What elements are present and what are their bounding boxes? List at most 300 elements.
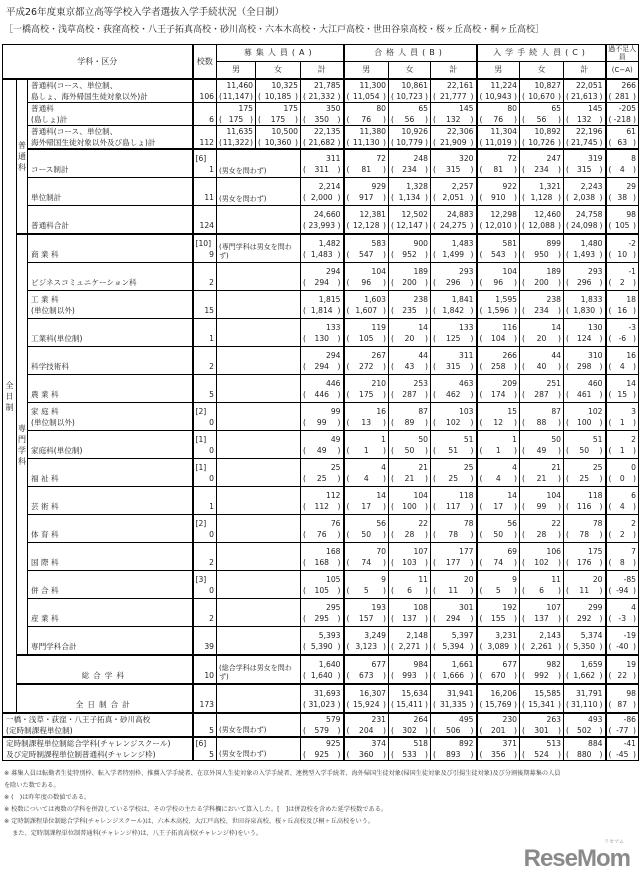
school-number: 15	[204, 305, 215, 315]
current-value: 2,243	[580, 181, 603, 191]
current-value: 310	[588, 350, 603, 360]
paren-close: )	[470, 192, 474, 202]
row-label	[28, 431, 193, 459]
value-lines	[478, 546, 520, 568]
current-value: 22	[551, 518, 562, 528]
school-number: 11	[204, 192, 215, 202]
row-label-line	[28, 434, 192, 445]
paren-close: )	[599, 670, 603, 680]
paren-open: (	[433, 641, 436, 651]
gender-note-cell	[217, 431, 301, 459]
previous-number: 15,769	[484, 699, 512, 709]
paren-close: )	[383, 641, 387, 651]
previous-value	[520, 613, 563, 624]
enrollment-table	[2, 44, 639, 761]
value-lines	[389, 574, 430, 596]
paren-open: (	[608, 249, 612, 259]
value-cell	[606, 149, 639, 178]
previous-value	[520, 137, 563, 148]
value-lines	[345, 659, 389, 681]
school-bracket	[194, 80, 217, 91]
paren-close: )	[633, 417, 637, 427]
current-value: 982	[546, 659, 562, 669]
value-cell	[301, 149, 344, 178]
previous-value	[478, 91, 520, 102]
previous-number: 10,943	[484, 92, 512, 101]
previous-number: 5,394	[442, 641, 465, 651]
paren-open: (	[566, 333, 569, 343]
previous-number: 31,110	[570, 699, 598, 709]
paren-close: )	[558, 220, 561, 230]
previous-number: 1,134	[398, 192, 421, 202]
value-lines	[345, 602, 389, 624]
previous-value	[301, 137, 343, 148]
paren-open: (	[608, 641, 612, 651]
value-lines	[520, 738, 563, 760]
previous-value	[607, 91, 639, 102]
current-value: -85	[623, 574, 637, 584]
row-label-line: 単位制計	[31, 192, 62, 202]
value-lines	[431, 574, 476, 596]
footnote: ※ 募集人員は転勤者生徒特別枠、転入学者特別枠、推薦入学手続者、在京外国人生徒対象の入学手続者、連携型入学手続者、海外帰国生徒対象(帰国生徒対象及び引揚生徒対象)及び分割後期募集の人員を除いた数である。	[4, 770, 561, 789]
paren-open: (	[346, 192, 350, 202]
value-lines	[389, 350, 430, 372]
previous-number: 78	[448, 529, 459, 539]
previous-number: 1,607	[355, 305, 378, 315]
value-cell	[301, 543, 344, 571]
current-value: 22,135	[313, 127, 341, 136]
paren-close: )	[337, 529, 341, 539]
previous-number: 112	[314, 501, 330, 511]
paren-close: )	[337, 699, 341, 709]
school-count	[193, 126, 217, 150]
gender-note	[217, 653, 300, 654]
paren-close: )	[558, 670, 562, 680]
current-value: 1,640	[318, 659, 341, 669]
current-value: 11	[551, 574, 562, 584]
school-number: 1	[209, 164, 215, 174]
paren-open: (	[303, 501, 306, 511]
table-row	[3, 487, 639, 515]
value-cell	[431, 178, 477, 206]
paren-open: (	[522, 417, 525, 427]
current-value: 677	[371, 659, 387, 669]
header-female: 女	[520, 62, 564, 80]
paren-open: (	[522, 389, 525, 399]
current-value: 22,051	[575, 81, 603, 90]
paren-open: (	[479, 92, 483, 101]
value-lines	[564, 738, 605, 760]
previous-number: 50	[493, 529, 504, 539]
paren-close: )	[250, 115, 254, 124]
current-value: 20	[463, 574, 474, 584]
current-value: 12,460	[534, 209, 562, 219]
current-value: 80	[376, 104, 387, 113]
paren-close: )	[470, 249, 474, 259]
row-label-line	[17, 659, 192, 670]
value-lines	[431, 103, 476, 125]
value-lines	[345, 630, 389, 652]
value-cell	[389, 234, 431, 263]
paren-open: (	[608, 361, 612, 371]
value-lines	[301, 181, 343, 203]
previous-number: 88	[536, 417, 547, 427]
value-lines	[564, 462, 605, 484]
paren-close: )	[514, 750, 518, 759]
value-lines	[478, 80, 520, 102]
current-value: 175	[283, 104, 299, 113]
row-label	[28, 206, 193, 235]
value-lines	[256, 103, 300, 125]
value-cell	[606, 291, 639, 319]
previous-number: 4	[619, 361, 625, 371]
previous-number: 13	[361, 417, 372, 427]
previous-number: 78	[579, 529, 590, 539]
paren-open: (	[303, 164, 306, 174]
previous-value	[478, 749, 520, 760]
current-value: 1,603	[364, 294, 387, 304]
row-label-line: 芸 術 科	[31, 501, 59, 511]
paren-close: )	[425, 641, 429, 651]
previous-number: 2,261	[530, 641, 553, 651]
previous-number: 96	[361, 277, 372, 287]
paren-open: (	[479, 417, 483, 427]
value-cell	[477, 149, 520, 178]
value-cell	[344, 319, 389, 347]
value-cell	[431, 571, 477, 599]
paren-close: )	[470, 417, 474, 427]
school-count-lines	[194, 406, 217, 428]
previous-value	[520, 473, 563, 484]
row-label-line: 併 合 科	[31, 585, 59, 595]
school-count-lines	[194, 350, 217, 372]
value-cell	[389, 103, 431, 126]
gender-note-cell	[217, 291, 301, 319]
paren-open: (	[566, 389, 569, 399]
previous-number: 1,666	[442, 670, 465, 680]
row-label-line	[28, 238, 192, 249]
paren-open: (	[433, 750, 436, 759]
previous-number: 10,723	[396, 92, 423, 101]
group-char: 普	[18, 141, 26, 150]
paren-close: )	[599, 445, 603, 455]
current-value: 72	[507, 153, 518, 163]
paren-close: )	[633, 164, 637, 174]
value-lines	[520, 714, 563, 736]
previous-value	[431, 445, 476, 456]
school-count-lines	[194, 688, 217, 710]
paren-close: )	[383, 501, 386, 511]
previous-number: 21,909	[439, 138, 467, 147]
value-cell	[477, 126, 520, 150]
previous-number: 2,051	[442, 192, 465, 202]
school-number: 1	[209, 501, 215, 511]
paren-open: (	[346, 473, 350, 483]
value-lines	[564, 266, 605, 288]
group-char: 科	[18, 456, 26, 466]
previous-number: 360	[359, 750, 374, 759]
current-value: 14	[507, 490, 518, 500]
previous-value	[607, 445, 639, 456]
paren-open: (	[608, 613, 612, 623]
previous-value	[564, 91, 605, 102]
paren-close: )	[558, 699, 561, 709]
previous-value	[607, 473, 639, 484]
paren-open: (	[391, 473, 394, 483]
value-lines	[564, 80, 605, 102]
resemom-logo	[523, 839, 630, 872]
paren-close: )	[599, 585, 603, 595]
row-label-lines	[28, 322, 192, 344]
school-number: 2	[209, 557, 215, 567]
paren-open: (	[608, 557, 612, 567]
paren-open: (	[522, 333, 525, 343]
previous-value	[431, 389, 476, 400]
current-value: 192	[502, 602, 518, 612]
previous-number: 38	[617, 192, 628, 202]
previous-value	[301, 699, 343, 710]
paren-close: )	[383, 115, 386, 124]
previous-value	[607, 192, 639, 203]
value-lines	[520, 574, 563, 596]
table-row	[3, 403, 639, 431]
value-lines	[478, 406, 520, 428]
value-cell	[389, 79, 431, 103]
paren-close: )	[633, 699, 636, 709]
value-lines	[607, 181, 639, 203]
previous-value	[389, 333, 430, 344]
paren-close: )	[383, 529, 386, 539]
paren-open: (	[346, 670, 350, 680]
value-lines	[520, 209, 563, 231]
row-label-line: 及び定時制課程単位制普通科(チャレンジ枠)	[6, 750, 156, 759]
value-cell	[431, 347, 477, 375]
paren-open: (	[303, 333, 306, 343]
school-count	[193, 599, 217, 627]
value-cell	[564, 599, 606, 627]
previous-value	[431, 305, 476, 316]
previous-number: 105	[359, 333, 374, 343]
paren-open: (	[433, 164, 436, 174]
value-cell	[520, 234, 564, 263]
header-male: 男	[477, 62, 520, 80]
previous-number: 12,147	[396, 220, 423, 230]
paren-open: (	[566, 417, 569, 427]
row-label-line: 普通科	[31, 104, 54, 113]
previous-number: 1,128	[530, 192, 553, 202]
current-value: 1,815	[318, 294, 341, 304]
value-cell	[301, 178, 344, 206]
value-lines	[478, 322, 520, 344]
value-cell	[564, 655, 606, 684]
school-count	[193, 206, 217, 235]
value-cell	[389, 347, 431, 375]
value-lines	[564, 688, 605, 710]
previous-value	[345, 361, 389, 372]
previous-value	[389, 277, 430, 288]
previous-number: 1,596	[487, 305, 510, 315]
previous-value	[389, 192, 430, 203]
current-value: 210	[371, 378, 387, 388]
previous-value	[478, 114, 520, 125]
previous-value	[431, 114, 476, 125]
row-label-line: 普通科(コース、単位制、	[31, 81, 118, 90]
previous-value	[607, 361, 639, 372]
paren-open: (	[391, 670, 394, 680]
paren-close: )	[599, 613, 603, 623]
paren-close: )	[599, 305, 603, 315]
paren-open: (	[346, 138, 350, 147]
paren-open: (	[391, 305, 394, 315]
school-count-lines	[194, 434, 217, 456]
paren-close: )	[425, 115, 428, 124]
group-general	[17, 79, 28, 234]
value-cell	[564, 263, 606, 291]
paren-open: (	[303, 115, 306, 124]
paren-close: )	[383, 138, 386, 147]
previous-value	[301, 585, 343, 596]
paren-open: (	[566, 641, 569, 651]
previous-number: 1	[619, 417, 625, 427]
previous-value	[301, 305, 343, 316]
current-value: 87	[551, 406, 562, 416]
value-cell	[431, 234, 477, 263]
school-bracket: [2]	[195, 518, 207, 528]
paren-close: )	[514, 92, 517, 101]
paren-close: )	[470, 220, 474, 230]
row-label-lines	[28, 153, 192, 175]
paren-close: )	[337, 115, 341, 124]
gender-note-cell	[217, 375, 301, 403]
previous-number: 50	[404, 445, 415, 455]
value-cell	[477, 655, 520, 684]
previous-value	[564, 137, 605, 148]
current-value: 5,393	[318, 630, 341, 640]
value-cell	[344, 291, 389, 319]
previous-value	[607, 417, 639, 428]
school-number: 39	[204, 641, 215, 651]
value-lines	[389, 266, 430, 288]
previous-value	[431, 501, 476, 512]
value-cell	[477, 291, 520, 319]
previous-value	[478, 725, 520, 736]
previous-value	[431, 613, 476, 624]
current-value: 118	[459, 490, 474, 500]
value-lines	[389, 518, 430, 540]
current-value: 1,321	[539, 181, 562, 191]
value-cell	[477, 234, 520, 263]
paren-open: (	[608, 305, 612, 315]
value-cell	[344, 487, 389, 515]
logo-kana: リセマム	[604, 839, 624, 845]
school-number: 0	[209, 445, 215, 455]
paren-close: )	[633, 473, 637, 483]
paren-close: )	[383, 164, 386, 174]
paren-open: (	[303, 557, 306, 567]
value-cell	[564, 103, 606, 126]
paren-open: (	[346, 417, 350, 427]
value-cell	[217, 79, 256, 103]
previous-number: 51	[448, 445, 459, 455]
row-label	[28, 178, 193, 206]
current-value: 106	[546, 546, 562, 556]
school-number: 9	[209, 249, 215, 259]
previous-value	[564, 557, 605, 568]
paren-close: )	[383, 389, 387, 399]
table-row	[3, 79, 639, 103]
value-lines	[564, 126, 605, 148]
value-cell	[431, 319, 477, 347]
group-fulltime-chars	[3, 380, 16, 413]
value-lines	[389, 546, 430, 568]
paren-open: (	[479, 750, 483, 759]
value-cell	[344, 375, 389, 403]
value-lines	[520, 103, 563, 125]
paren-close: )	[599, 389, 603, 399]
value-lines	[564, 378, 605, 400]
paren-open: (	[433, 277, 436, 287]
paren-open: (	[479, 670, 483, 680]
paren-close: )	[425, 557, 429, 567]
previous-value	[607, 585, 639, 596]
value-cell	[520, 263, 564, 291]
previous-value	[345, 192, 389, 203]
current-value: 14	[551, 322, 562, 332]
row-label-line: 全日制合計	[75, 699, 134, 709]
previous-number: 11,130	[352, 138, 380, 147]
value-lines	[389, 462, 430, 484]
paren-open: (	[346, 277, 350, 287]
school-count	[193, 347, 217, 375]
table-row	[3, 234, 639, 263]
current-value: 116	[502, 322, 518, 332]
value-cell	[344, 126, 389, 150]
row-label-line: 専門学科合計	[31, 641, 77, 651]
value-cell	[301, 431, 344, 459]
value-lines	[431, 688, 476, 710]
previous-number: 100	[402, 501, 417, 511]
paren-open: (	[522, 501, 525, 511]
row-label	[28, 126, 193, 150]
row-label-line	[28, 153, 192, 164]
value-lines	[478, 659, 520, 681]
current-value: 56	[507, 518, 518, 528]
previous-number: 175	[228, 115, 244, 124]
previous-value	[478, 361, 520, 372]
value-lines	[607, 490, 639, 512]
row-label-line	[28, 181, 192, 192]
paren-close: )	[599, 220, 603, 230]
value-lines	[301, 238, 343, 260]
previous-number: 1	[363, 445, 369, 455]
value-lines	[478, 688, 520, 710]
paren-open: (	[522, 192, 525, 202]
current-value: 5,374	[580, 630, 603, 640]
previous-value	[607, 501, 639, 512]
paren-open: (	[346, 361, 350, 371]
paren-close: )	[383, 92, 386, 101]
paren-close: )	[383, 613, 387, 623]
current-value: 11,224	[490, 81, 518, 90]
paren-close: )	[337, 750, 341, 759]
previous-value	[345, 445, 389, 456]
previous-number: 76	[493, 115, 504, 124]
value-lines	[301, 266, 343, 288]
previous-number: 174	[491, 389, 506, 399]
previous-number: 5,350	[573, 641, 596, 651]
paren-open: (	[391, 699, 394, 709]
value-lines	[607, 602, 639, 624]
